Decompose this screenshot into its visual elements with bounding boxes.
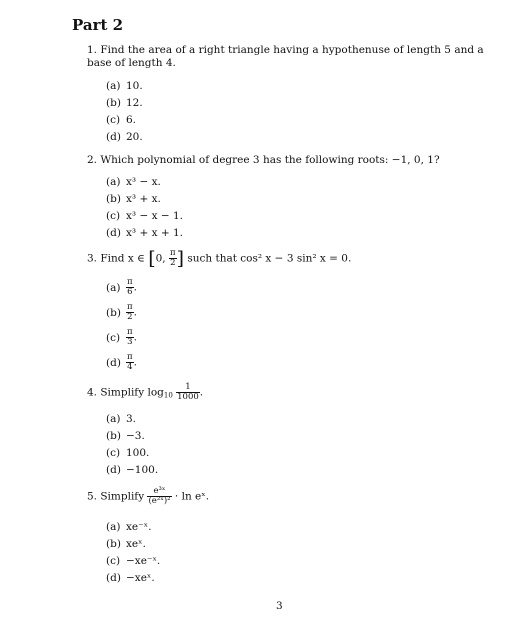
q2-option-a: (a) x³ − x.: [106, 176, 161, 188]
q1-option-b: (b) 12.: [106, 97, 143, 109]
q5-option-b: (b) xeˣ.: [106, 538, 146, 550]
q2-option-b: (b) x³ + x.: [106, 193, 161, 205]
question-5-text: 5. Simplify $\frac{\text{e³ˣ}}{\text{(e²ˣ)²}}$ · ln eˣ.: [87, 486, 210, 506]
q4-option-d: (d) −100.: [106, 464, 159, 476]
q5-option-d: (d) −xeˣ.: [106, 572, 155, 584]
q5-option-a: (a) xe⁻ˣ.: [106, 521, 152, 533]
log-fraction: $\frac{1}{1000}$: [177, 382, 199, 402]
section-title: Part 2: [72, 16, 124, 34]
q3-option-c: (c) $\frac{\pi}{3}$ .: [106, 327, 137, 347]
q3-option-d: (d) $\frac{\pi}{4}$ .: [106, 352, 137, 372]
q1-option-a: (a) 10.: [106, 80, 143, 92]
q3-option-a: (a) $\frac{\pi}{6}$ .: [106, 277, 137, 297]
question-4-text: 4. Simplify $\log_{10}$ $\frac{1}{1000}$ .: [87, 382, 204, 402]
q5-option-c: (c) −xe⁻ˣ.: [106, 555, 161, 567]
q3-option-b: (b) $\frac{\pi}{2}$ .: [106, 302, 137, 322]
question-2-text: 2. Which polynomial of degree 3 has the following roots: −1, 0, 1?: [87, 154, 440, 166]
q2-option-c: (c) x³ − x − 1.: [106, 210, 184, 222]
q1-option-c: (c) 6.: [106, 114, 137, 126]
question-1-text: 1. Find the area of a right triangle having a hypothenuse of length 5 and a base of length 4.: [87, 44, 484, 69]
interval-fraction: $\frac{\pi}{2}$: [170, 248, 176, 268]
question-3-text: 3. Find x ∈ [0, $\frac{\pi}{2}$ ] such that cos² x − 3 sin² x = 0.: [87, 247, 352, 270]
exp-fraction: $\frac{\text{e³ˣ}}{\text{(e²ˣ)²}}$: [148, 486, 171, 506]
q1-option-d: (d) 20.: [106, 131, 143, 143]
q4-option-c: (c) 100.: [106, 447, 150, 459]
q2-option-d: (d) x³ + x + 1.: [106, 227, 184, 239]
q4-option-b: (b) −3.: [106, 430, 145, 442]
page-number: 3: [276, 600, 283, 612]
q4-option-a: (a) 3.: [106, 413, 137, 425]
